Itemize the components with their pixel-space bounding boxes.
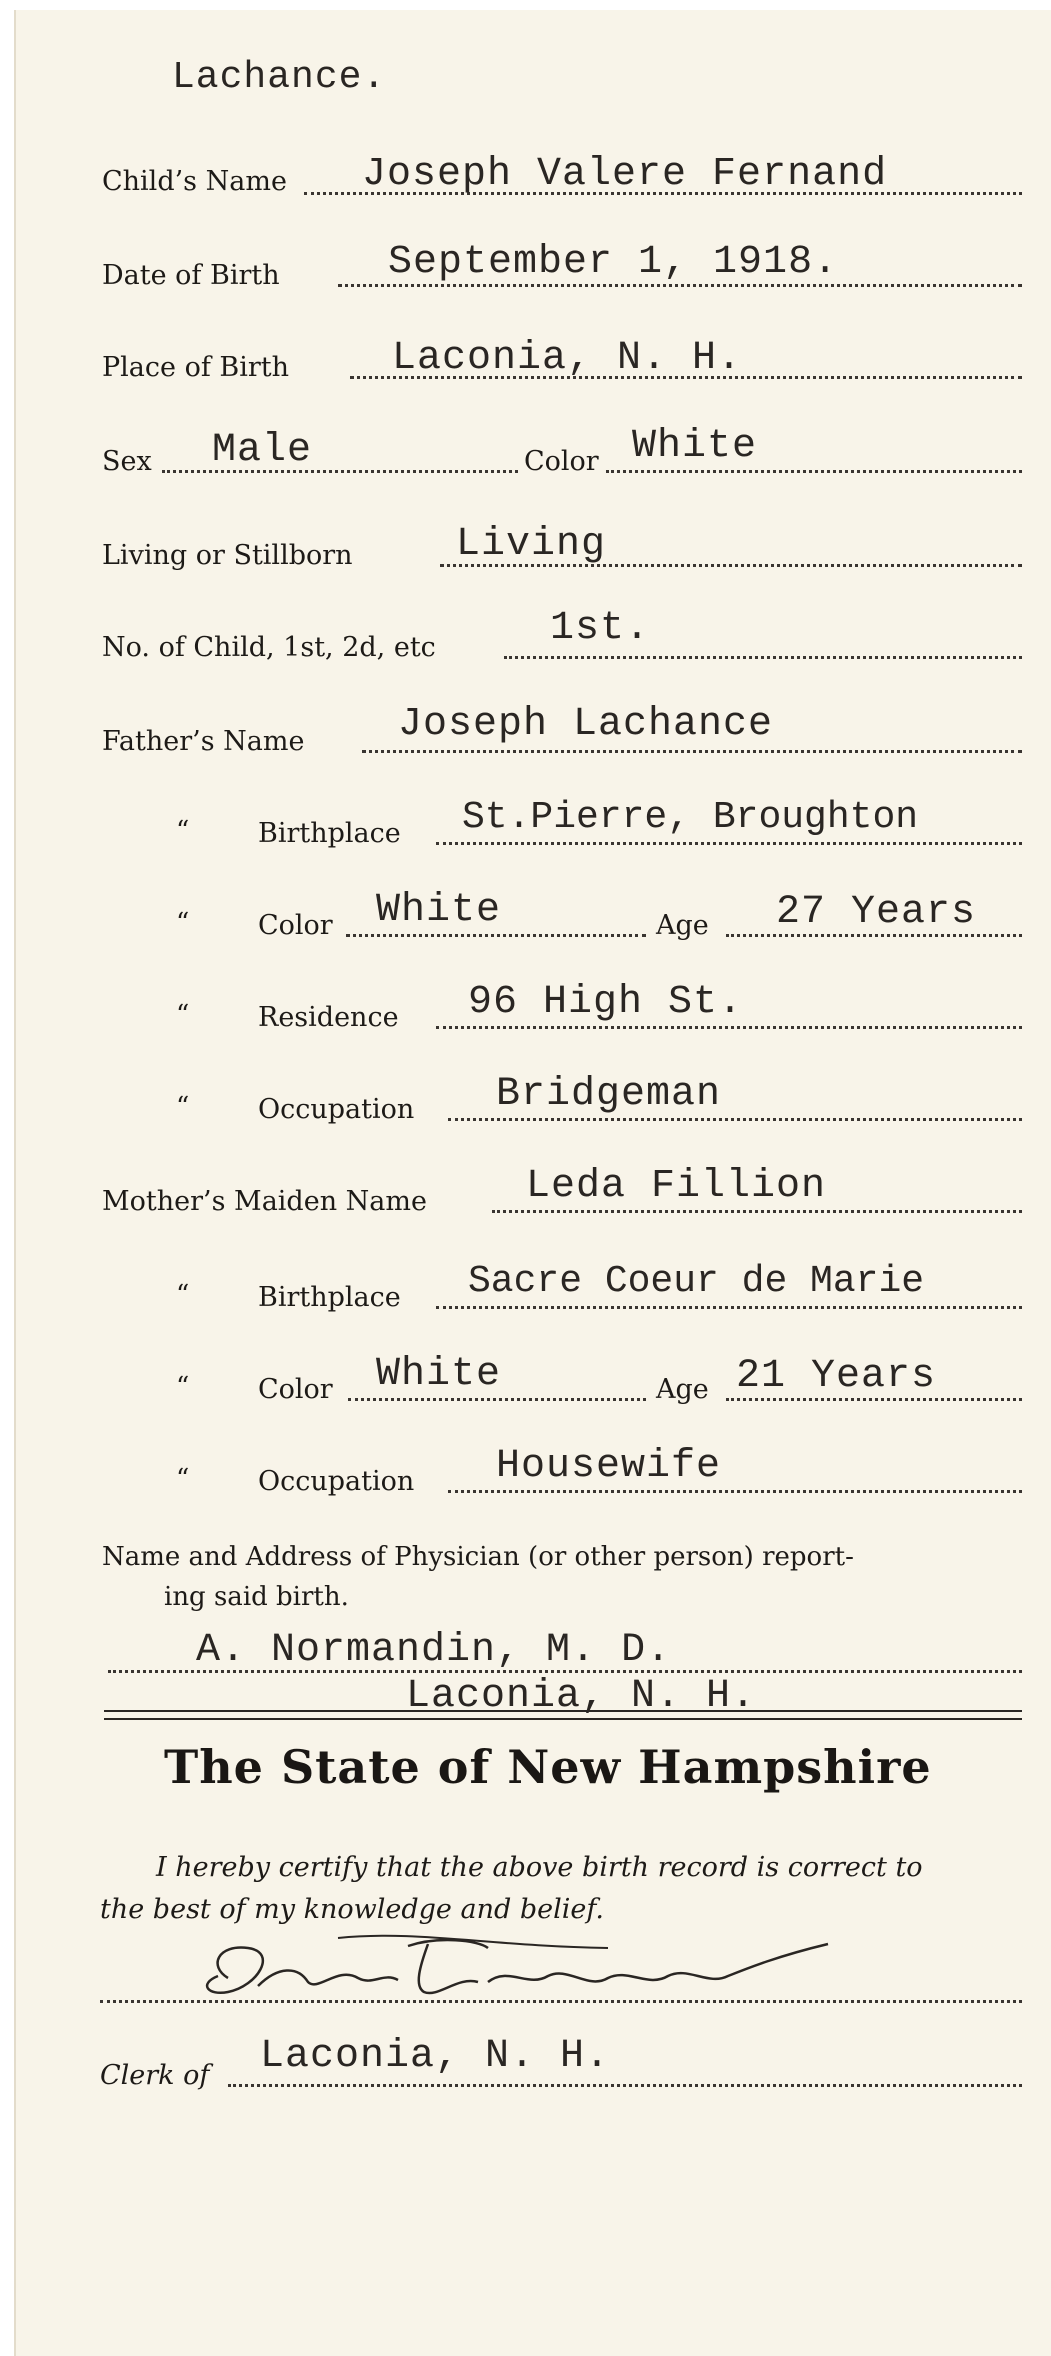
physician-label-line2: ing said birth. [164, 1582, 349, 1612]
father-name-dots [362, 750, 1022, 753]
child-no-label: No. of Child, 1st, 2d, etc [102, 632, 436, 663]
father-residence-dots [436, 1026, 1022, 1029]
dob-label: Date of Birth [102, 260, 280, 291]
mother-occupation-dots [448, 1490, 1022, 1493]
clerk-label: Clerk of [100, 2060, 210, 2091]
mother-name-value: Leda Fillion [526, 1164, 827, 1209]
father-name-value: Joseph Lachance [398, 702, 774, 747]
state-heading: The State of New Hampshire [164, 1740, 932, 1794]
mother-name-dots [492, 1210, 1022, 1213]
ditto-mark: “ [176, 1372, 190, 1402]
child-name-value: Joseph Valere Fernand [362, 152, 888, 197]
father-residence-value: 96 High St. [468, 980, 744, 1025]
ditto-mark: “ [176, 1000, 190, 1030]
record-surname: Lachance. [172, 56, 387, 99]
father-birthplace-label: Birthplace [258, 818, 401, 849]
mother-age-value: 21 Years [736, 1354, 937, 1399]
mother-color-dots [348, 1398, 646, 1401]
mother-birthplace-value: Sacre Coeur de Marie [468, 1260, 925, 1303]
mother-occupation-value: Housewife [496, 1444, 722, 1489]
clerk-signature [188, 1926, 848, 2012]
mother-color-value: White [376, 1352, 502, 1397]
signature-mark [188, 1926, 848, 2012]
father-color-label: Color [258, 910, 333, 941]
physician-label-line1: Name and Address of Physician (or other person) report- [102, 1542, 854, 1572]
birth-record-card [14, 10, 1051, 2356]
sex-label: Sex [102, 446, 152, 477]
color-label: Color [524, 446, 599, 477]
father-occupation-value: Bridgeman [496, 1072, 722, 1117]
mother-age-label: Age [656, 1374, 709, 1405]
clerk-dots [228, 2084, 1022, 2087]
ditto-mark: “ [176, 1092, 190, 1122]
father-color-value: White [376, 888, 502, 933]
child-no-value: 1st. [550, 606, 651, 651]
clerk-value: Laconia, N. H. [260, 2034, 611, 2079]
mother-name-label: Mother’s Maiden Name [102, 1186, 427, 1217]
mother-color-label: Color [258, 1374, 333, 1405]
sex-value: Male [212, 428, 313, 473]
father-occupation-dots [448, 1118, 1022, 1121]
father-birthplace-dots [436, 842, 1022, 845]
color-dots [606, 470, 1022, 473]
place-of-birth-label: Place of Birth [102, 352, 290, 383]
ditto-mark: “ [176, 816, 190, 846]
dob-value: September 1, 1918. [388, 240, 839, 285]
physician-address: Laconia, N. H. [406, 1674, 757, 1719]
father-birthplace-value: St.Pierre, Broughton [462, 796, 919, 839]
physician-name: A. Normandin, M. D. [196, 1628, 672, 1673]
certify-line2: the best of my knowledge and belief. [100, 1894, 604, 1925]
mother-birthplace-label: Birthplace [258, 1282, 401, 1313]
ditto-mark: “ [176, 1280, 190, 1310]
mother-occupation-label: Occupation [258, 1466, 415, 1497]
child-no-dots [504, 656, 1022, 659]
ditto-mark: “ [176, 908, 190, 938]
place-of-birth-value: Laconia, N. H. [392, 336, 743, 381]
living-label: Living or Stillborn [102, 540, 353, 571]
father-age-label: Age [656, 910, 709, 941]
father-occupation-label: Occupation [258, 1094, 415, 1125]
living-value: Living [456, 522, 607, 567]
father-name-label: Father’s Name [102, 726, 305, 757]
ditto-mark: “ [176, 1464, 190, 1494]
color-value: White [632, 424, 758, 469]
mother-birthplace-dots [436, 1306, 1022, 1309]
father-residence-label: Residence [258, 1002, 399, 1033]
child-name-label: Child’s Name [102, 166, 287, 197]
father-age-value: 27 Years [776, 890, 977, 935]
certify-line1: I hereby certify that the above birth record is correct to [156, 1852, 923, 1883]
father-color-dots [346, 934, 646, 937]
